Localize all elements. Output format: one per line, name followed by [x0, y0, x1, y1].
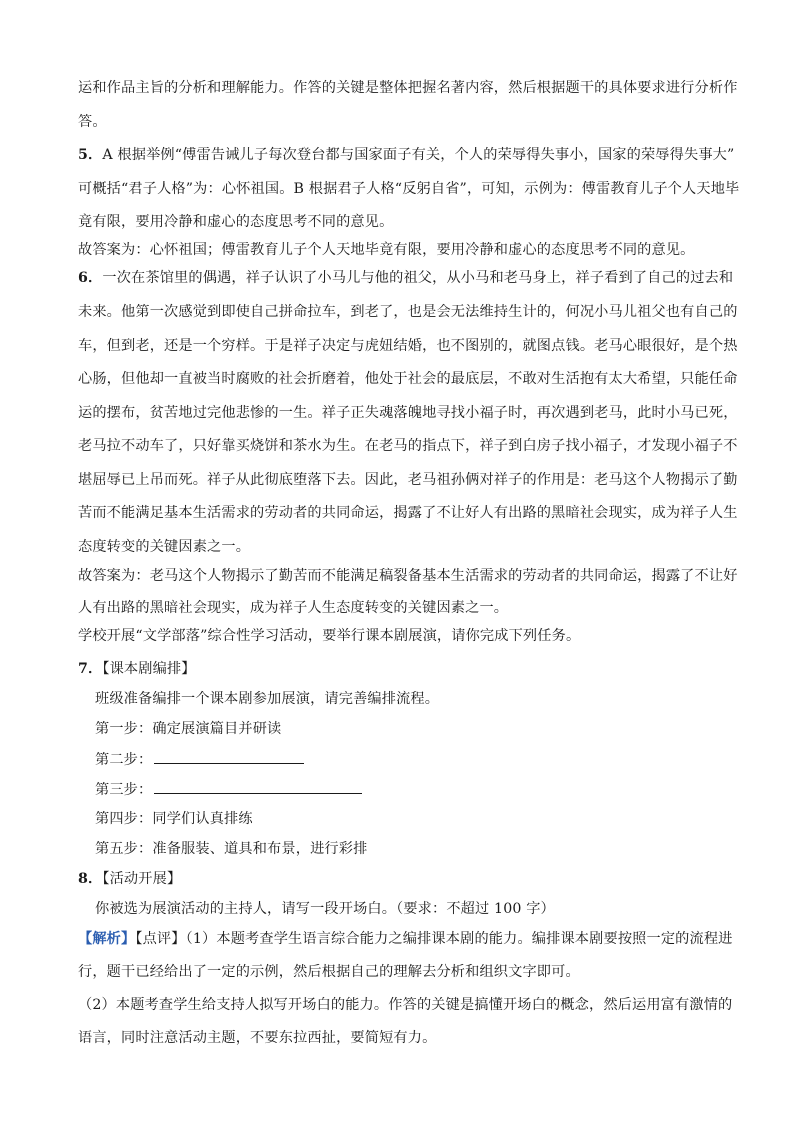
intro-line: 学校开展“文学部落”综合性学习活动，要举行课本剧展演，请你完成下列任务。: [78, 628, 581, 644]
analysis-line: 【解析】【点评】（1）本题考查学生语言综合能力之编排课本剧的能力。编排课本剧要按照一定的流程进: [78, 931, 733, 947]
answer-line: 故答案为：心怀祖国；傅雷教育儿子个人天地毕竟有限，要用冷静和虚心的态度思考不同的意见。: [78, 242, 695, 258]
text-line: 语言，同时注意活动主题，不要东拉西扯，要简短有力。: [78, 1030, 437, 1046]
text-line: 行，题干已经给出了一定的示例，然后根据自己的理解去分析和组织文字即可。: [78, 964, 580, 980]
text-line: 可概括“君子人格”为：心怀祖国。B 根据君子人格“反躬自省”，可知，示例为：傅雷教育儿子个人天地毕: [78, 181, 740, 197]
text-line: 老马拉不动车了，只好靠买烧饼和茶水为生。在老马的指点下，祥子到白房子找小福子，才发现小福子不: [78, 438, 738, 454]
text-line: 人有出路的黑暗社会现实，成为祥子人生态度转变的关键因素之一。: [78, 600, 509, 616]
step-5: 第五步：准备服装、道具和布景，进行彩排: [95, 841, 368, 857]
step-2: 第二步：: [95, 749, 304, 770]
step-1: 第一步：确定展演篇目并研读: [95, 721, 282, 737]
text-line: 堪屈辱已上吊而死。祥子从此彻底堕落下去。因此，老马祖孙俩对祥子的作用是：老马这个人物揭示了勤: [78, 472, 738, 488]
text-line: 班级准备编排一个课本剧参加展演，请完善编排流程。: [95, 691, 440, 707]
text-line: （2）本题考查学生给支持人拟写开场白的能力。作答的关键是搞懂开场白的概念，然后运用富有激情的: [78, 997, 733, 1013]
question-5-line: 5．A 根据举例“傅雷告诫儿子每次登台都与国家面子有关，个人的荣辱得失事小，国家的荣辱得失事大”: [78, 147, 735, 163]
answer-blank[interactable]: [154, 779, 362, 794]
question-number: 8．: [78, 871, 103, 887]
question-6-line: 6．一次在茶馆里的偶遇，祥子认识了小马儿与他的祖父，从小马和老马身上，祥子看到了自己的过去和: [78, 270, 734, 286]
question-number: 6．: [78, 270, 103, 286]
answer-blank[interactable]: [154, 749, 304, 764]
question-number: 7．: [78, 661, 103, 677]
text-line: 你被选为展演活动的主持人，请写一段开场白。（要求：不超过 100 字）: [95, 901, 555, 917]
analysis-tag: 【解析】: [78, 931, 136, 947]
text-line: 心肠，但他却一直被当时腐败的社会折磨着，他处于社会的最底层，不敢对生活抱有太大希望，只能任命: [78, 371, 738, 387]
answer-line: 故答案为：老马这个人物揭示了勤苦而不能满足稿裂备基本生活需求的劳动者的共同命运，揭露了不让好: [78, 568, 738, 584]
text-line: 运和作品主旨的分析和理解能力。作答的关键是整体把握名著内容，然后根据题干的具体要求进行分析作: [78, 80, 738, 96]
question-8-line: 8．【活动开展】: [78, 871, 182, 887]
question-7-line: 7．【课本剧编排】: [78, 661, 196, 677]
text-line: 态度转变的关键因素之一。: [78, 539, 251, 555]
text-line: 运的摆布，贫苦地过完他悲惨的一生。祥子正失魂落魄地寻找小福子时，再次遇到老马，此时小马已死，: [78, 405, 738, 421]
text-line: 车，但到老，还是一个穷样。于是祥子决定与虎妞结婚，也不图别的，就图点钱。老马心眼很好，是个热: [78, 338, 738, 354]
text-line: 未来。他第一次感觉到即使自己拼命拉车，到老了，也是会无法维持生计的，何况小马儿祖父也有自己的: [78, 304, 738, 320]
step-4: 第四步：同学们认真排练: [95, 811, 253, 827]
text-line: 答。: [78, 114, 107, 130]
text-line: 苦而不能满足基本生活需求的劳动者的共同命运，揭露了不让好人有出路的黑暗社会现实，成为祥子人生: [78, 505, 738, 521]
step-3: 第三步：: [95, 779, 362, 800]
text-line: 竟有限，要用冷静和虚心的态度思考不同的意见。: [78, 214, 394, 230]
question-number: 5．: [78, 147, 103, 163]
